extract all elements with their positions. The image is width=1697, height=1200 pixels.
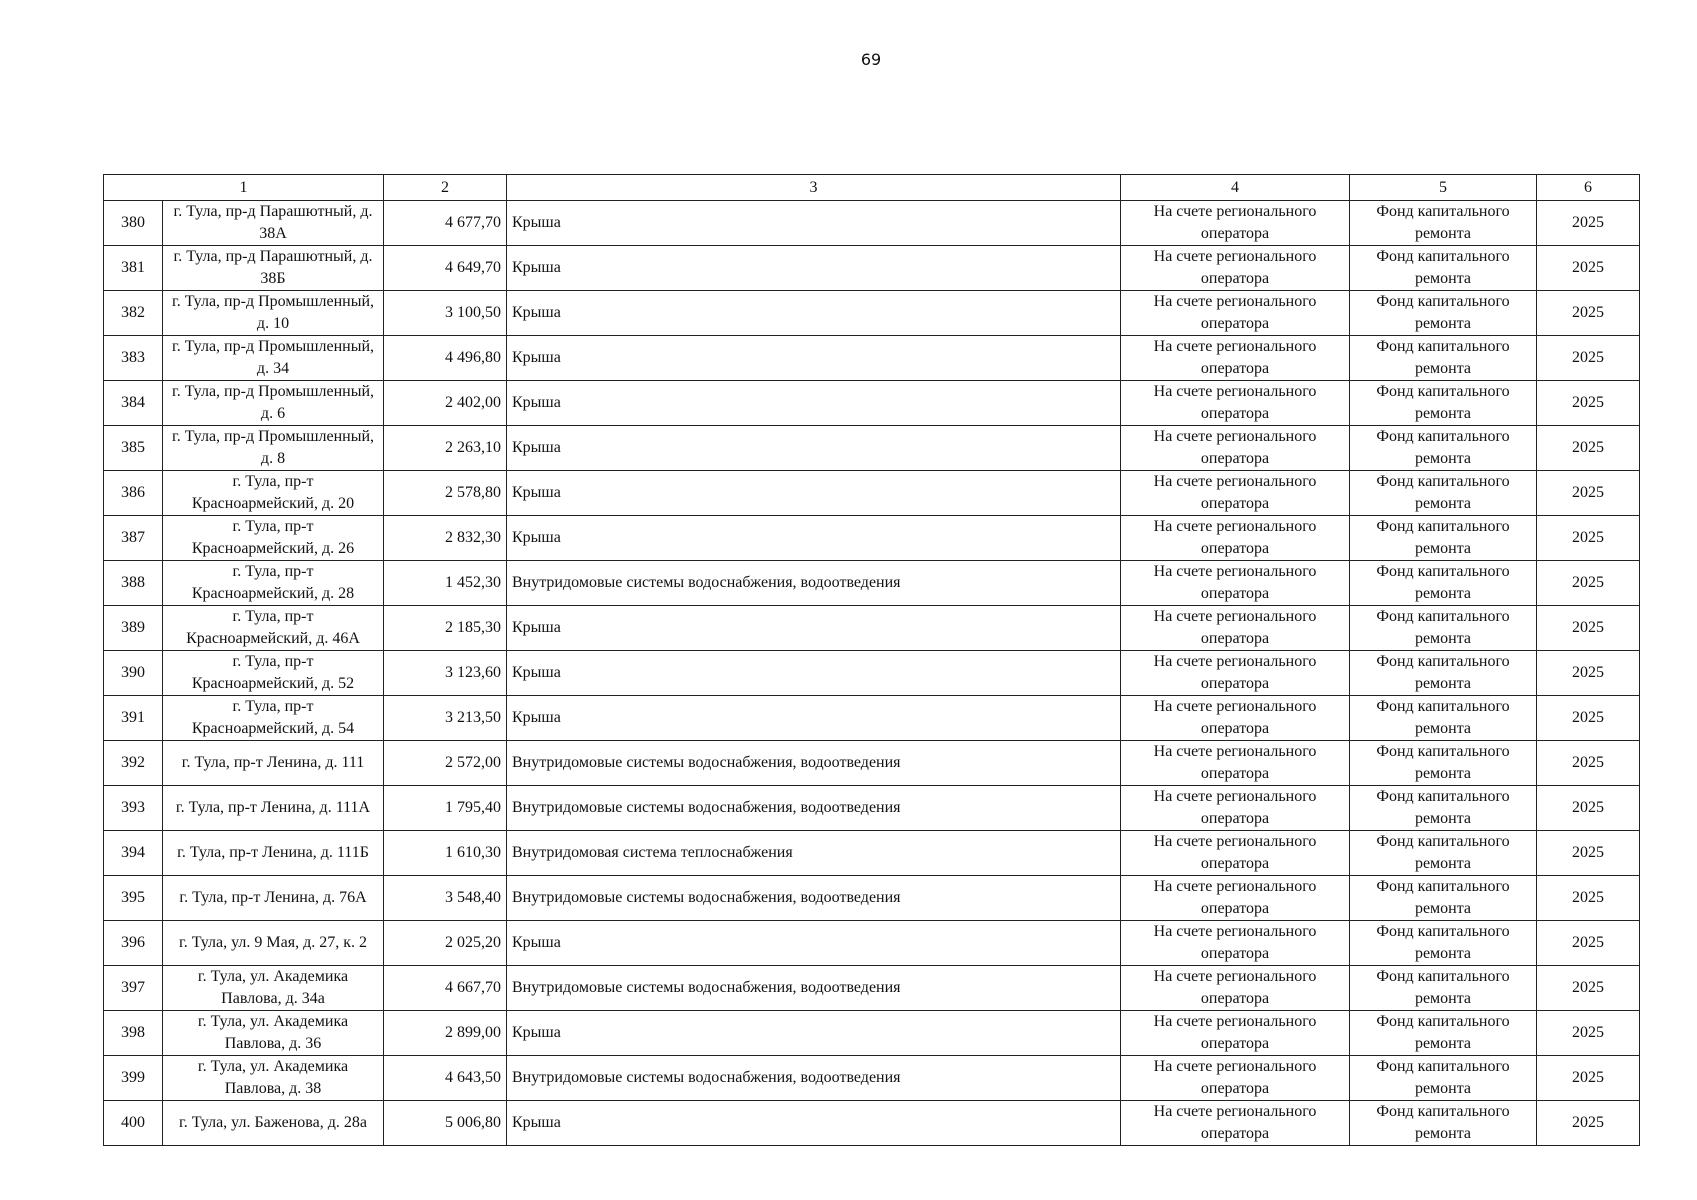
work-type-cell: Внутридомовые системы водоснабжения, водоотведения (507, 1056, 1121, 1101)
area-cell: 2 572,00 (384, 741, 507, 786)
account-cell: На счете регионального оператора (1121, 201, 1350, 246)
work-type-cell: Крыша (507, 381, 1121, 426)
work-type-cell: Крыша (507, 471, 1121, 516)
address-cell: г. Тула, пр-д Парашютный, д. 38А (163, 201, 384, 246)
address-cell: г. Тула, ул. Баженова, д. 28а (163, 1101, 384, 1146)
year-cell: 2025 (1537, 246, 1640, 291)
address-cell: г. Тула, пр-т Ленина, д. 111 (163, 741, 384, 786)
row-number: 388 (104, 561, 163, 606)
row-number: 387 (104, 516, 163, 561)
table-row (104, 561, 1640, 606)
work-type-cell: Крыша (507, 246, 1121, 291)
account-cell: На счете регионального оператора (1121, 966, 1350, 1011)
funding-source-cell: Фонд капитального ремонта (1350, 1056, 1537, 1101)
address-cell: г. Тула, пр-д Промышленный, д. 34 (163, 336, 384, 381)
table-row (104, 831, 1640, 876)
funding-source-cell: Фонд капитального ремонта (1350, 696, 1537, 741)
account-cell: На счете регионального оператора (1121, 696, 1350, 741)
area-cell: 4 667,70 (384, 966, 507, 1011)
year-cell: 2025 (1537, 516, 1640, 561)
account-cell: На счете регионального оператора (1121, 381, 1350, 426)
header-row (104, 175, 1640, 201)
account-cell: На счете регионального оператора (1121, 1011, 1350, 1056)
work-type-cell: Крыша (507, 336, 1121, 381)
row-number: 399 (104, 1056, 163, 1101)
row-number: 381 (104, 246, 163, 291)
work-type-cell: Внутридомовые системы водоснабжения, водоотведения (507, 741, 1121, 786)
funding-source-cell: Фонд капитального ремонта (1350, 786, 1537, 831)
row-number: 395 (104, 876, 163, 921)
funding-source-cell: Фонд капитального ремонта (1350, 246, 1537, 291)
address-cell: г. Тула, пр-т Красноармейский, д. 26 (163, 516, 384, 561)
year-cell: 2025 (1537, 1011, 1640, 1056)
work-type-cell: Крыша (507, 426, 1121, 471)
funding-source-cell: Фонд капитального ремонта (1350, 426, 1537, 471)
row-number: 384 (104, 381, 163, 426)
work-type-cell: Внутридомовые системы водоснабжения, водоотведения (507, 786, 1121, 831)
funding-source-cell: Фонд капитального ремонта (1350, 921, 1537, 966)
address-cell: г. Тула, пр-д Парашютный, д. 38Б (163, 246, 384, 291)
year-cell: 2025 (1537, 876, 1640, 921)
year-cell: 2025 (1537, 336, 1640, 381)
table-row (104, 381, 1640, 426)
work-type-cell: Крыша (507, 606, 1121, 651)
address-cell: г. Тула, пр-т Ленина, д. 76А (163, 876, 384, 921)
address-cell: г. Тула, пр-т Ленина, д. 111Б (163, 831, 384, 876)
table-row (104, 471, 1640, 516)
account-cell: На счете регионального оператора (1121, 876, 1350, 921)
capital-repair-table (103, 174, 1640, 1146)
address-cell: г. Тула, ул. Академика Павлова, д. 36 (163, 1011, 384, 1056)
account-cell: На счете регионального оператора (1121, 291, 1350, 336)
table-row (104, 201, 1640, 246)
table-row (104, 876, 1640, 921)
row-number: 380 (104, 201, 163, 246)
column-header-5: 5 (1350, 175, 1537, 201)
address-cell: г. Тула, пр-д Промышленный, д. 8 (163, 426, 384, 471)
area-cell: 3 213,50 (384, 696, 507, 741)
account-cell: На счете регионального оператора (1121, 651, 1350, 696)
row-number: 394 (104, 831, 163, 876)
work-type-cell: Внутридомовые системы водоснабжения, водоотведения (507, 876, 1121, 921)
funding-source-cell: Фонд капитального ремонта (1350, 651, 1537, 696)
year-cell: 2025 (1537, 201, 1640, 246)
funding-source-cell: Фонд капитального ремонта (1350, 336, 1537, 381)
area-cell: 4 677,70 (384, 201, 507, 246)
address-cell: г. Тула, пр-т Красноармейский, д. 52 (163, 651, 384, 696)
row-number: 385 (104, 426, 163, 471)
address-cell: г. Тула, пр-д Промышленный, д. 6 (163, 381, 384, 426)
table-row (104, 651, 1640, 696)
account-cell: На счете регионального оператора (1121, 606, 1350, 651)
year-cell: 2025 (1537, 471, 1640, 516)
year-cell: 2025 (1537, 426, 1640, 471)
area-cell: 3 123,60 (384, 651, 507, 696)
year-cell: 2025 (1537, 606, 1640, 651)
table-row (104, 696, 1640, 741)
address-cell: г. Тула, ул. Академика Павлова, д. 38 (163, 1056, 384, 1101)
table-header (104, 175, 1640, 201)
area-cell: 3 548,40 (384, 876, 507, 921)
funding-source-cell: Фонд капитального ремонта (1350, 381, 1537, 426)
funding-source-cell: Фонд капитального ремонта (1350, 1011, 1537, 1056)
year-cell: 2025 (1537, 921, 1640, 966)
area-cell: 2 578,80 (384, 471, 507, 516)
column-header-2: 2 (384, 175, 507, 201)
year-cell: 2025 (1537, 696, 1640, 741)
row-number: 386 (104, 471, 163, 516)
funding-source-cell: Фонд капитального ремонта (1350, 1101, 1537, 1146)
address-cell: г. Тула, пр-д Промышленный, д. 10 (163, 291, 384, 336)
account-cell: На счете регионального оператора (1121, 831, 1350, 876)
year-cell: 2025 (1537, 381, 1640, 426)
row-number: 382 (104, 291, 163, 336)
row-number: 392 (104, 741, 163, 786)
account-cell: На счете регионального оператора (1121, 426, 1350, 471)
funding-source-cell: Фонд капитального ремонта (1350, 966, 1537, 1011)
address-cell: г. Тула, ул. 9 Мая, д. 27, к. 2 (163, 921, 384, 966)
area-cell: 3 100,50 (384, 291, 507, 336)
table-row (104, 606, 1640, 651)
account-cell: На счете регионального оператора (1121, 471, 1350, 516)
year-cell: 2025 (1537, 1101, 1640, 1146)
account-cell: На счете регионального оператора (1121, 1101, 1350, 1146)
work-type-cell: Крыша (507, 921, 1121, 966)
year-cell: 2025 (1537, 786, 1640, 831)
work-type-cell: Крыша (507, 516, 1121, 561)
table-row (104, 516, 1640, 561)
column-header-1: 1 (104, 175, 384, 201)
area-cell: 2 025,20 (384, 921, 507, 966)
funding-source-cell: Фонд капитального ремонта (1350, 201, 1537, 246)
area-cell: 2 832,30 (384, 516, 507, 561)
work-type-cell: Крыша (507, 1011, 1121, 1056)
funding-source-cell: Фонд капитального ремонта (1350, 291, 1537, 336)
area-cell: 1 610,30 (384, 831, 507, 876)
year-cell: 2025 (1537, 291, 1640, 336)
table-row (104, 1101, 1640, 1146)
area-cell: 2 263,10 (384, 426, 507, 471)
table-row (104, 246, 1640, 291)
row-number: 397 (104, 966, 163, 1011)
account-cell: На счете регионального оператора (1121, 1056, 1350, 1101)
area-cell: 4 643,50 (384, 1056, 507, 1101)
work-type-cell: Внутридомовые системы водоснабжения, водоотведения (507, 966, 1121, 1011)
row-number: 398 (104, 1011, 163, 1056)
row-number: 389 (104, 606, 163, 651)
address-cell: г. Тула, пр-т Красноармейский, д. 20 (163, 471, 384, 516)
address-cell: г. Тула, пр-т Красноармейский, д. 28 (163, 561, 384, 606)
row-number: 400 (104, 1101, 163, 1146)
table-row (104, 921, 1640, 966)
area-cell: 4 496,80 (384, 336, 507, 381)
area-cell: 2 185,30 (384, 606, 507, 651)
column-header-4: 4 (1121, 175, 1350, 201)
work-type-cell: Крыша (507, 1101, 1121, 1146)
row-number: 396 (104, 921, 163, 966)
year-cell: 2025 (1537, 831, 1640, 876)
work-type-cell: Внутридомовая система теплоснабжения (507, 831, 1121, 876)
area-cell: 1 452,30 (384, 561, 507, 606)
year-cell: 2025 (1537, 651, 1640, 696)
year-cell: 2025 (1537, 966, 1640, 1011)
funding-source-cell: Фонд капитального ремонта (1350, 561, 1537, 606)
work-type-cell: Крыша (507, 291, 1121, 336)
area-cell: 4 649,70 (384, 246, 507, 291)
area-cell: 2 899,00 (384, 1011, 507, 1056)
funding-source-cell: Фонд капитального ремонта (1350, 516, 1537, 561)
funding-source-cell: Фонд капитального ремонта (1350, 741, 1537, 786)
work-type-cell: Внутридомовые системы водоснабжения, водоотведения (507, 561, 1121, 606)
table-row (104, 336, 1640, 381)
work-type-cell: Крыша (507, 696, 1121, 741)
account-cell: На счете регионального оператора (1121, 741, 1350, 786)
table-row (104, 966, 1640, 1011)
page-number: 69 (860, 50, 882, 69)
year-cell: 2025 (1537, 561, 1640, 606)
row-number: 393 (104, 786, 163, 831)
table-row (104, 786, 1640, 831)
funding-source-cell: Фонд капитального ремонта (1350, 876, 1537, 921)
row-number: 390 (104, 651, 163, 696)
column-header-6: 6 (1537, 175, 1640, 201)
area-cell: 2 402,00 (384, 381, 507, 426)
table-row (104, 1056, 1640, 1101)
account-cell: На счете регионального оператора (1121, 921, 1350, 966)
row-number: 391 (104, 696, 163, 741)
account-cell: На счете регионального оператора (1121, 786, 1350, 831)
area-cell: 5 006,80 (384, 1101, 507, 1146)
table-row (104, 291, 1640, 336)
table-row (104, 426, 1640, 471)
funding-source-cell: Фонд капитального ремонта (1350, 606, 1537, 651)
funding-source-cell: Фонд капитального ремонта (1350, 831, 1537, 876)
address-cell: г. Тула, пр-т Красноармейский, д. 54 (163, 696, 384, 741)
account-cell: На счете регионального оператора (1121, 336, 1350, 381)
address-cell: г. Тула, пр-т Ленина, д. 111А (163, 786, 384, 831)
column-header-3: 3 (507, 175, 1121, 201)
table-row (104, 1011, 1640, 1056)
account-cell: На счете регионального оператора (1121, 516, 1350, 561)
year-cell: 2025 (1537, 1056, 1640, 1101)
funding-source-cell: Фонд капитального ремонта (1350, 471, 1537, 516)
area-cell: 1 795,40 (384, 786, 507, 831)
work-type-cell: Крыша (507, 651, 1121, 696)
table-row (104, 741, 1640, 786)
address-cell: г. Тула, ул. Академика Павлова, д. 34а (163, 966, 384, 1011)
work-type-cell: Крыша (507, 201, 1121, 246)
account-cell: На счете регионального оператора (1121, 561, 1350, 606)
address-cell: г. Тула, пр-т Красноармейский, д. 46А (163, 606, 384, 651)
year-cell: 2025 (1537, 741, 1640, 786)
row-number: 383 (104, 336, 163, 381)
account-cell: На счете регионального оператора (1121, 246, 1350, 291)
table-body (104, 201, 1640, 1146)
